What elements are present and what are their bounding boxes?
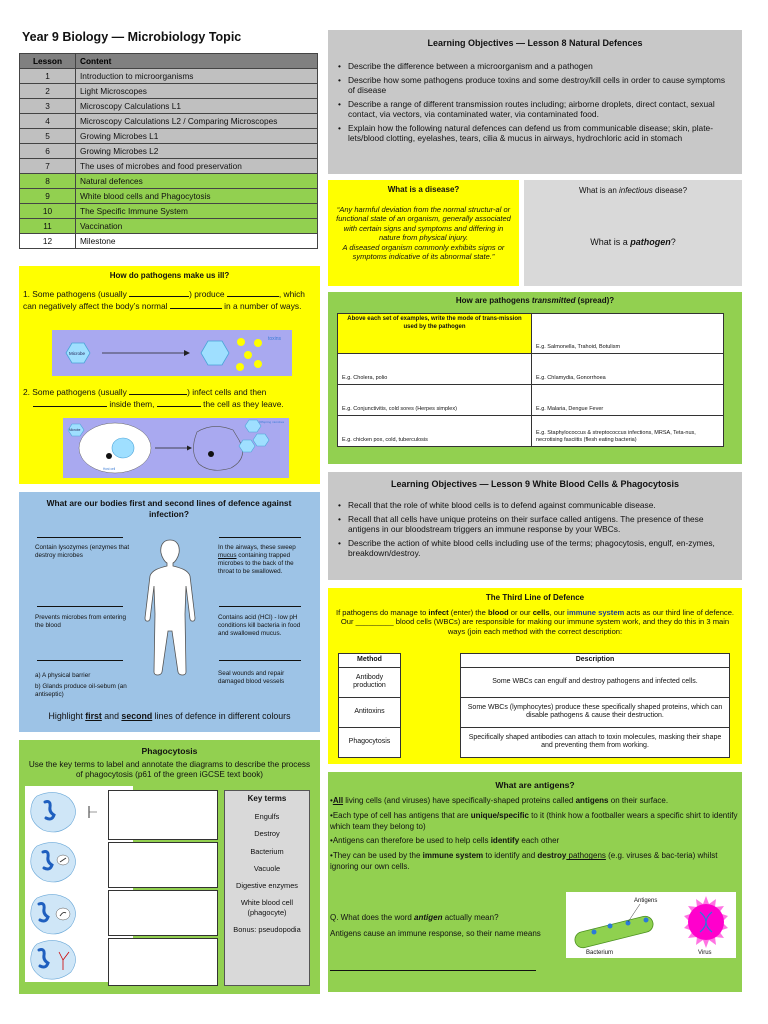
toxin-dot xyxy=(254,360,262,368)
q2-d: the cell as they leave. xyxy=(200,399,284,410)
table-row xyxy=(20,99,318,114)
defence-title: What are our bodies first and second lines of defence against infection? xyxy=(46,498,292,519)
lo8-item: • Describe how some pathogens produce toxins and some destroy/kill cells in order to cause symptoms of disease xyxy=(336,75,734,96)
antigen-figure xyxy=(566,892,736,958)
q1-b: ) produce xyxy=(189,289,227,299)
q1-a: 1. Some pathogens (usually xyxy=(23,289,130,299)
lo9-list xyxy=(336,500,734,559)
ill-title: How do pathogens make us ill? xyxy=(109,271,230,280)
defence-panel xyxy=(19,492,320,732)
q1-d: in a number of ways. xyxy=(221,301,302,312)
table-row xyxy=(20,159,318,174)
lesson-content: Milestone xyxy=(76,234,318,249)
blank[interactable] xyxy=(219,537,301,538)
col-lesson: Lesson xyxy=(20,54,76,69)
gap-cell xyxy=(401,667,461,697)
lesson-content: Introduction to microorganisms xyxy=(76,69,318,84)
gap-cell xyxy=(401,697,461,727)
pathogen-q-c: ? xyxy=(670,237,676,247)
third-intro xyxy=(332,608,738,636)
antigen-dot xyxy=(608,924,613,929)
phago-title: Phagocytosis xyxy=(141,746,198,756)
p4-f: (e.g. viruses & bac-teria) whilst ignoring our own cells. xyxy=(330,851,718,871)
transmission-cell[interactable]: E.g. Malaria, Dengue Fever xyxy=(532,385,724,416)
antigens-text xyxy=(330,796,738,873)
table-row xyxy=(20,114,318,129)
lesson-number: 9 xyxy=(20,189,76,204)
cilia-c: containing trapped microbes to the back of the throat to be swallowed. xyxy=(218,551,294,575)
lo8-title: Learning Objectives — Lesson 8 Natural Defences xyxy=(427,38,643,48)
wbc-cell xyxy=(31,792,76,832)
key-term: Engulfs xyxy=(254,812,280,821)
antigen-dot xyxy=(626,921,631,926)
third-intro-segment: acts as our third line of defence. Our xyxy=(340,608,735,627)
p1-a: All xyxy=(332,796,344,805)
disease-quote: “Any harmful deviation from the normal structur-al or functional state of an organism, generally associated with certain signs and symptoms and differing in nature from physical injury. xyxy=(336,205,511,243)
antigens-panel xyxy=(328,772,742,992)
antigen-point-1: •All living cells (and viruses) have specifically-shaped proteins called antigens on their surface. xyxy=(330,796,669,805)
p3-b: identify xyxy=(490,836,520,846)
blank[interactable] xyxy=(219,606,301,607)
p2-b: unique/specific xyxy=(470,810,529,820)
lo9-title: Learning Objectives — Lesson 9 White Blood Cells & Phagocytosis xyxy=(390,479,680,489)
blank[interactable] xyxy=(129,296,189,297)
toxins-label: toxins xyxy=(268,336,282,342)
key-term: Bonus: pseudopodia xyxy=(233,924,301,934)
transmission-cell[interactable]: E.g. Cholera, polio xyxy=(338,354,532,385)
key-term: Destroy xyxy=(254,829,280,839)
transmission-panel xyxy=(328,292,742,464)
fig-bacterium-label: Bacterium xyxy=(586,950,614,956)
skin-b: b) Glands produce oil-sebum (an antiseptic) xyxy=(35,682,127,698)
lo9-item: • Recall that the role of white blood cells is to defend against communicable disease. xyxy=(336,500,734,511)
table-row xyxy=(20,84,318,99)
p2-a: Each type of cell has antigens that are xyxy=(332,810,471,820)
stage-3 xyxy=(31,894,76,934)
fig-antigens-label: Antigens xyxy=(634,898,658,904)
defence-desc-stomach: Contains acid (HCl) - low pH conditions kill bacteria in food and swallowed mucus. xyxy=(218,614,301,637)
disease-panel xyxy=(328,180,519,286)
transmission-table xyxy=(337,313,724,447)
third-line-panel xyxy=(328,588,742,764)
description-cell[interactable]: Some WBCs (lymphocytes) produce these specifically shaped proteins, which can disable pathogens & cause their destruction. xyxy=(461,697,730,727)
key-term: Bacterium xyxy=(250,846,284,856)
third-intro-segment: blood cells (WBCs) are responsible for making our immune system work, and they do this in 3 main ways (join each method with the correct description: xyxy=(393,617,730,636)
lo8-item: • Describe a range of different transmission routes including; airborne droplets, direct contact, sexual contact, via vectors, via contaminated water, via contaminated food. xyxy=(336,99,734,120)
toxin-dot xyxy=(244,351,252,359)
third-intro-segment: immune system xyxy=(566,608,625,617)
key-terms-box xyxy=(224,790,310,986)
lesson-number: 1 xyxy=(20,69,76,84)
footer-b: first xyxy=(85,711,102,721)
page-title: Year 9 Biology — Microbiology Topic xyxy=(22,30,242,44)
ill-q1 xyxy=(23,288,315,312)
antigen-point-2: •Each type of cell has antigens that are unique/specific to it (think how a footballer wears a specific shirt to identify which team they belong to) xyxy=(330,810,738,831)
lo9-panel xyxy=(328,472,742,580)
footer-c: and xyxy=(101,711,122,721)
phagocytosis-panel xyxy=(19,740,320,994)
transmission-cell[interactable]: E.g. Staphylococcus & streptococcus infections, MRSA, Teta-nus, necrotising fasciitis (flesh eating bacteria) xyxy=(532,416,724,447)
disease-title: What is a disease? xyxy=(387,185,460,194)
blank[interactable] xyxy=(170,308,222,309)
key-term: Vacuole xyxy=(253,863,281,873)
p4-a: They can be used by the xyxy=(332,851,423,861)
q-c: actually mean? xyxy=(442,913,499,922)
lesson-number: 8 xyxy=(20,174,76,189)
key-terms-title: Key terms xyxy=(247,794,287,803)
lesson-content: Light Microscopes xyxy=(76,84,318,99)
footer-a: Highlight xyxy=(48,711,86,721)
toxin-diagram xyxy=(52,330,292,376)
infectious-title-a: What is an xyxy=(578,186,619,195)
human-body-outline xyxy=(137,536,203,678)
d2-label-host: Host cell xyxy=(103,467,116,471)
p4-e: pathogens xyxy=(566,851,606,861)
infection-diagram xyxy=(63,418,289,478)
wbc-cell xyxy=(31,842,76,882)
key-term: White blood cell (phagocyte) xyxy=(240,898,294,917)
key-terms-list xyxy=(225,812,309,934)
lesson-content: Microscopy Calculations L2 / Comparing Microscopes xyxy=(76,114,318,129)
skin-a: a) A physical barrier xyxy=(35,672,91,679)
transmission-title-c: (spread)? xyxy=(575,296,615,305)
footer-e: lines of defence in different colours xyxy=(152,711,291,721)
toxin-dot xyxy=(254,339,262,347)
ill-q2 xyxy=(23,386,315,410)
table-row xyxy=(20,219,318,234)
methods-table xyxy=(338,653,730,758)
col-method: Method xyxy=(339,654,401,668)
blank[interactable] xyxy=(37,537,123,538)
table-row xyxy=(20,144,318,159)
q1-c: , which can negatively affect the body’s normal xyxy=(23,289,305,312)
third-intro-segment: or our xyxy=(508,608,533,617)
pathogen-q-a: What is a xyxy=(590,237,631,247)
lesson-number: 4 xyxy=(20,114,76,129)
antigen-point-3: •Antigens can therefore be used to help cells identify each other xyxy=(330,836,560,846)
third-intro-segment: , our xyxy=(549,608,567,617)
infectious-title-em: infectious xyxy=(618,186,653,195)
lesson-table xyxy=(19,53,318,249)
table-row xyxy=(339,667,730,697)
table-row xyxy=(338,385,724,416)
antigen-dot xyxy=(592,930,597,935)
method-cell[interactable]: Antitoxins xyxy=(339,697,401,727)
third-intro-segment: (enter) the xyxy=(448,608,488,617)
toxin-dot xyxy=(236,363,244,371)
defence-footer xyxy=(19,711,320,722)
p3-c: each other xyxy=(519,836,560,846)
lesson-number: 6 xyxy=(20,144,76,159)
defence-desc-skin xyxy=(35,672,131,699)
cilia-a: In the airways, these sweep xyxy=(218,544,296,551)
annotation-box[interactable] xyxy=(108,938,218,986)
lesson-number: 3 xyxy=(20,99,76,114)
lesson-content: White blood cells and Phagocytosis xyxy=(76,189,318,204)
footer-d: second xyxy=(121,711,153,721)
stage-2 xyxy=(31,842,76,882)
host-nucleus xyxy=(112,438,134,458)
answer-line[interactable] xyxy=(330,970,536,971)
table-row xyxy=(339,654,730,668)
toxin-dot xyxy=(237,338,245,346)
lesson-content: Vaccination xyxy=(76,219,318,234)
infectious-title xyxy=(524,186,742,196)
third-title: The Third Line of Defence xyxy=(485,593,585,602)
blank[interactable] xyxy=(37,606,123,607)
blank[interactable] xyxy=(227,296,279,297)
disease-quote-2: A diseased organism commonly exhibits signs or symptoms indicative of its abnormal state.” xyxy=(342,242,505,261)
nucleus-dot xyxy=(106,453,112,459)
table-row xyxy=(20,189,318,204)
lesson-content: The uses of microbes and food preservation xyxy=(76,159,318,174)
q2-a: 2. Some pathogens (usually xyxy=(23,387,130,397)
antigen-question xyxy=(330,913,550,923)
q-a: Q. What does the word xyxy=(330,913,415,922)
blank[interactable] xyxy=(129,394,187,395)
third-intro-segment: _________ xyxy=(355,617,394,627)
lesson-content: Natural defences xyxy=(76,174,318,189)
description-cell[interactable]: Specifically shaped antibodies can attach to toxin molecules, masking their shape and preventing them from working. xyxy=(461,727,730,757)
antigen-dot xyxy=(644,918,649,923)
lesson-number: 5 xyxy=(20,129,76,144)
blank[interactable] xyxy=(219,660,301,661)
vacuole xyxy=(56,908,70,920)
lo8-item: • Explain how the following natural defences can defend us from communicable disease; skin, plate-lets/blood clotting, eyelashes, tears, cilia & mucus in airways, hydrochloric acid in stomach xyxy=(336,123,734,144)
lesson-content: Microscopy Calculations L1 xyxy=(76,99,318,114)
table-row xyxy=(338,314,724,354)
table-row xyxy=(338,416,724,447)
p1-b: living cells (and viruses) have specifically-shaped proteins called xyxy=(343,796,576,805)
third-intro-segment: infect xyxy=(428,608,449,617)
p4-c: to identify and xyxy=(483,851,538,861)
p4-b: immune system xyxy=(422,851,484,861)
wbc-cell xyxy=(31,940,76,979)
defence-desc-blood: Prevents microbes from entering the blood xyxy=(35,614,126,629)
transmission-cell[interactable]: E.g. Conjunctivitis, cold sores (Herpes simplex) xyxy=(338,385,532,416)
transmission-cell[interactable]: E.g. Chlamydia, Gonorrhoea xyxy=(532,354,724,385)
lesson-content: Growing Microbes L2 xyxy=(76,144,318,159)
table-row xyxy=(339,697,730,727)
lesson-number: 12 xyxy=(20,234,76,249)
method-cell[interactable]: Phagocytosis xyxy=(339,727,401,757)
lo8-panel xyxy=(328,30,742,174)
ill-panel xyxy=(19,266,320,484)
lesson-number: 2 xyxy=(20,84,76,99)
third-intro-segment: cells xyxy=(532,608,550,617)
table-row xyxy=(20,204,318,219)
defence-desc-lysozymes: Contain lysozymes (enzymes that destroy microbes xyxy=(35,544,130,559)
transmission-title-em: transmitted xyxy=(531,296,576,305)
p2-c: to it (think how a footballer wears a specific shirt to identify which team they belong to) xyxy=(330,810,738,831)
annotation-box[interactable] xyxy=(108,842,218,888)
p3-a: Antigens can therefore be used to help cells xyxy=(332,836,491,846)
phago-subtitle: Use the key terms to label and annotate the diagrams to describe the process of phagocytosis (p61 of the green iGCSE text book) xyxy=(28,760,311,780)
blank[interactable] xyxy=(157,406,201,407)
gap-cell xyxy=(401,727,461,757)
antigen-point-4: •They can be used by the immune system to identify and destroy pathogens (e.g. viruses & bac-teria) whilst ignoring our own cells. xyxy=(330,851,718,871)
lo9-item: • Describe the action of white blood cells including use of the terms; phagocytosis, engulf, en-zymes, breakdown/destroy. xyxy=(336,538,734,559)
transmission-cell[interactable]: E.g. chicken pox, cold, tuberculosis xyxy=(338,416,532,447)
col-description: Description xyxy=(461,654,730,668)
lesson-table-header xyxy=(20,54,318,69)
p1-d: on their surface. xyxy=(608,796,669,805)
annotation-box[interactable] xyxy=(108,790,218,840)
microbe-label: Microbe xyxy=(69,351,86,356)
fig-virus-label: Virus xyxy=(698,950,712,956)
d2-label-offspring: Offspring microbes xyxy=(259,420,285,424)
lesson-number: 11 xyxy=(20,219,76,234)
p1-c: antigens xyxy=(575,796,609,805)
lesson-number: 10 xyxy=(20,204,76,219)
blank[interactable] xyxy=(33,406,107,407)
defence-desc-cilia xyxy=(218,544,310,575)
q2-c: inside them, xyxy=(107,399,157,410)
d2-label-microbe: Microbe xyxy=(69,428,81,432)
third-intro-segment: If pathogens do manage to xyxy=(335,608,429,617)
stage-1 xyxy=(31,792,97,832)
blank[interactable] xyxy=(37,660,123,661)
defence-desc-platelets: Seal wounds and repair damaged blood vessels xyxy=(218,670,285,685)
infectious-panel xyxy=(524,180,742,286)
lo8-item: • Describe the difference between a microorganism and a pathogen xyxy=(336,61,734,72)
lesson-content: Growing Microbes L1 xyxy=(76,129,318,144)
q2-b: ) infect cells and then xyxy=(187,387,267,397)
col-content: Content xyxy=(76,54,318,69)
key-term: Digestive enzymes xyxy=(235,881,299,890)
pathogen-q-em: pathogen xyxy=(630,237,671,247)
third-intro-segment: blood xyxy=(487,608,509,617)
method-cell[interactable]: Antibody production xyxy=(339,667,401,697)
table-row xyxy=(20,234,318,249)
table-row xyxy=(20,69,318,84)
transmission-title-a: How are pathogens xyxy=(455,296,532,305)
lesson-content: The Specific Immune System xyxy=(76,204,318,219)
q-em: antigen xyxy=(414,913,443,922)
transmission-title xyxy=(328,296,742,306)
pathogen-question xyxy=(524,237,742,248)
p4-d: destroy xyxy=(537,851,567,861)
description-cell[interactable]: Some WBCs can engulf and destroy pathogens and infected cells. xyxy=(461,667,730,697)
table-row xyxy=(20,174,318,189)
infectious-title-c: disease? xyxy=(652,186,688,195)
lesson-number: 7 xyxy=(20,159,76,174)
gap-cell xyxy=(401,654,461,668)
cilia-b: mucus xyxy=(218,551,237,559)
table-row xyxy=(20,129,318,144)
body-outline-path xyxy=(145,540,195,675)
lo8-list xyxy=(336,61,734,144)
burst-nucleus-dot xyxy=(208,451,214,457)
lo9-item: • Recall that all cells have unique proteins on their surface called antigens. The presence of these antigens in our bloodstream triggers an immune response by your WBCs. xyxy=(336,514,734,535)
stage-4 xyxy=(31,940,76,979)
antigens-title: What are antigens? xyxy=(495,780,575,790)
table-row xyxy=(338,354,724,385)
table-row xyxy=(339,727,730,757)
transmission-header-cell: Above each set of examples, write the mode of trans-mission used by the pathogen xyxy=(338,314,532,354)
antigen-answer: Antigens cause an immune response, so their name means xyxy=(330,929,541,938)
annotation-box[interactable] xyxy=(108,890,218,936)
transmission-cell[interactable]: E.g. Salmonella, Trahoid, Botulism xyxy=(532,314,724,354)
